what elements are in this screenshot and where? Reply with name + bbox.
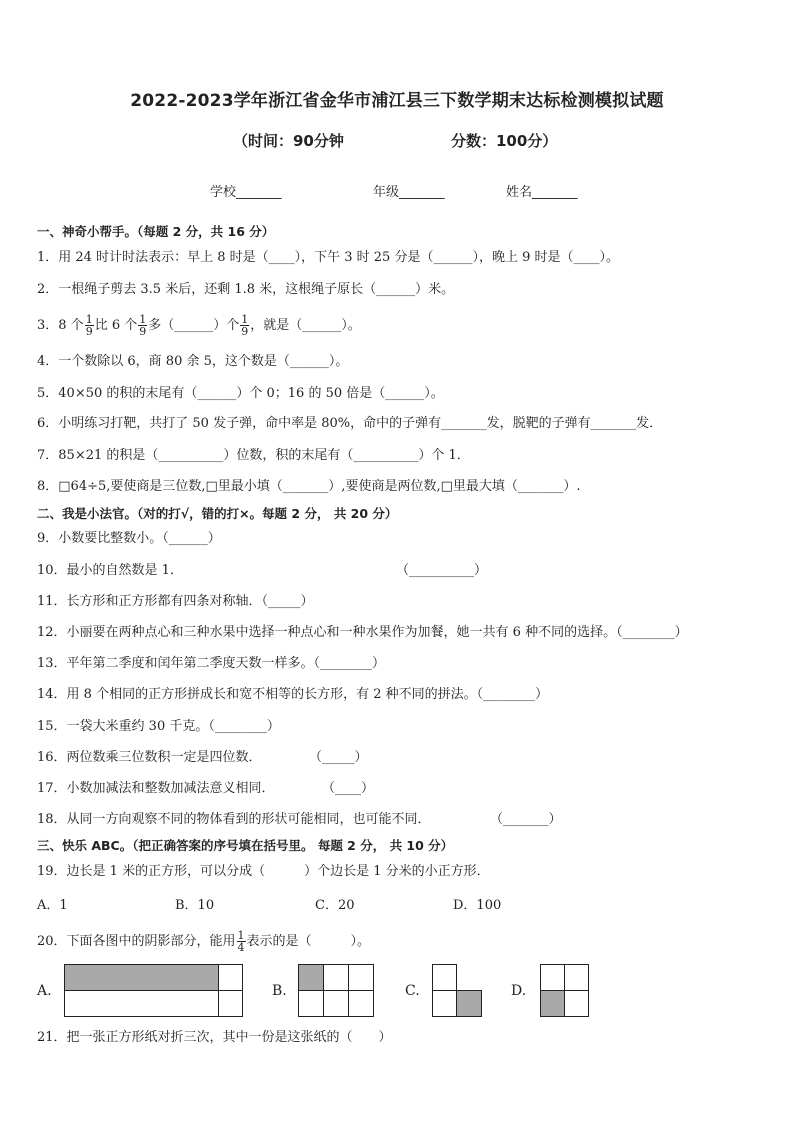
question-7: 7．85×21 的积是（__________）位数，积的末尾有（__________）个 1． (37, 448, 470, 463)
question-5: 5．40×50 的积的末尾有（______）个 0；16 的 50 倍是（______）。 (37, 386, 444, 401)
grade-field: 年级_______ (373, 185, 445, 200)
section-3-heading: 三、快乐 ABC。（把正确答案的序号填在括号里。 每题 2 分， 共 10 分） (37, 838, 454, 853)
q19-option-a: A．1 (37, 898, 68, 913)
fraction-one-quarter: $\frac{1}{4}$ (237, 929, 245, 954)
figure-b-shaded-cell (298, 964, 324, 991)
name-field: 姓名_______ (506, 185, 578, 200)
question-3 (37, 314, 361, 337)
question-10-blank: （__________） (396, 563, 488, 578)
question-8: 8．□64÷5,要使商是三位数,□里最小填（_______）,要使商是两位数,□里最大填（_______）. (37, 479, 581, 494)
figure-a-cell (218, 990, 243, 1017)
page-title: 2022-2023学年浙江省金华市浦江县三下数学期末达标检测模拟试题 (130, 91, 664, 111)
figure-a-cell (218, 964, 243, 991)
question-15: 15．一袋大米重约 30 千克。（________） (37, 719, 280, 734)
question-4: 4．一个数除以 6，商 80 余 5，这个数是（______）。 (37, 354, 349, 369)
question-9: 9．小数要比整数小。（______） (37, 531, 221, 546)
q3-part-c: 多（______）个 (148, 318, 240, 333)
figure-b-cell (348, 964, 374, 991)
question-17: 17．小数加减法和整数加减法意义相同． (37, 781, 275, 796)
q19-option-d: D．100 (453, 898, 502, 913)
figure-d-cell (540, 964, 565, 991)
question-11: 11．长方形和正方形都有四条对称轴．（_____） (37, 594, 314, 609)
question-20 (37, 930, 370, 953)
section-1-heading: 一、神奇小帮手。（每题 2 分，共 16 分） (37, 224, 275, 239)
figure-c-label: C. (405, 983, 420, 999)
question-2: 2．一根绳子剪去 3.5 米后，还剩 1.8 米，这根绳子原长（______）米。 (37, 282, 455, 297)
q3-part-a: 3．8 个 (37, 318, 84, 333)
figure-b-cell (323, 964, 349, 991)
school-field: 学校_______ (210, 185, 282, 200)
figure-b-label: B. (272, 983, 287, 999)
figure-a-cell (64, 990, 219, 1017)
question-13: 13．平年第二季度和闰年第二季度天数一样多。（________） (37, 656, 386, 671)
figure-d-cell (564, 990, 589, 1017)
question-18-blank: （_______） (490, 812, 562, 827)
q20-part-b: 表示的是（ ）。 (246, 934, 371, 949)
question-6: 6．小明练习打靶，共打了 50 发子弹，命中率是 80%，命中的子弹有_______发，脱靶的子弹有_______发． (37, 416, 663, 431)
figure-c-shaded-cell (456, 990, 482, 1017)
question-19: 19．边长是 1 米的正方形，可以分成（ ）个边长是 1 分米的小正方形． (37, 864, 490, 879)
fraction-one-ninth: $\frac{1}{9}$ (85, 313, 93, 338)
figure-d-cell (564, 964, 589, 991)
fraction-one-ninth: $\frac{1}{9}$ (139, 313, 147, 338)
figure-c-cell (432, 990, 457, 1017)
question-1: 1．用 24 时计时法表示：早上 8 时是（____），下午 3 时 25 分是（______），晚上 9 时是（____）。 (37, 250, 619, 265)
q19-option-c: C．20 (315, 898, 355, 913)
q20-part-a: 20．下面各图中的阴影部分，能用 (37, 934, 236, 949)
score-label: 分数：100分） (451, 132, 558, 150)
figure-d-shaded-cell (540, 990, 565, 1017)
question-18: 18．从同一方向观察不同的物体看到的形状可能相同，也可能不同． (37, 812, 431, 827)
figure-b-cell (298, 990, 324, 1017)
question-14: 14．用 8 个相同的正方形拼成长和宽不相等的长方形，有 2 种不同的拼法。（________） (37, 687, 549, 702)
q3-part-d: ，就是（______）。 (250, 318, 361, 333)
question-12: 12．小丽要在两种点心和三种水果中选择一种点心和一种水果作为加餐，她一共有 6 种不同的选择。（________） (37, 625, 688, 640)
figure-c-cell (432, 964, 457, 991)
question-10: 10．最小的自然数是 1． (37, 563, 183, 578)
q19-option-b: B．10 (175, 898, 215, 913)
question-17-blank: （____） (322, 781, 375, 796)
figure-b-cell (348, 990, 374, 1017)
question-21: 21．把一张正方形纸对折三次，其中一份是这张纸的（ ） (37, 1030, 392, 1045)
figure-a-label: A. (37, 983, 52, 999)
figure-d-label: D. (511, 983, 527, 999)
time-label: （时间：90分钟 (233, 132, 344, 150)
figure-b-cell (323, 990, 349, 1017)
question-16: 16．两位数乘三位数积一定是四位数． (37, 750, 262, 765)
section-2-heading: 二、我是小法官。（对的打√，错的打×。每题 2 分， 共 20 分） (37, 506, 398, 521)
question-16-blank: （_____） (309, 750, 368, 765)
figure-a-shaded-cell (64, 964, 219, 991)
q3-part-b: 比 6 个 (94, 318, 138, 333)
fraction-one-ninth: $\frac{1}{9}$ (241, 313, 249, 338)
